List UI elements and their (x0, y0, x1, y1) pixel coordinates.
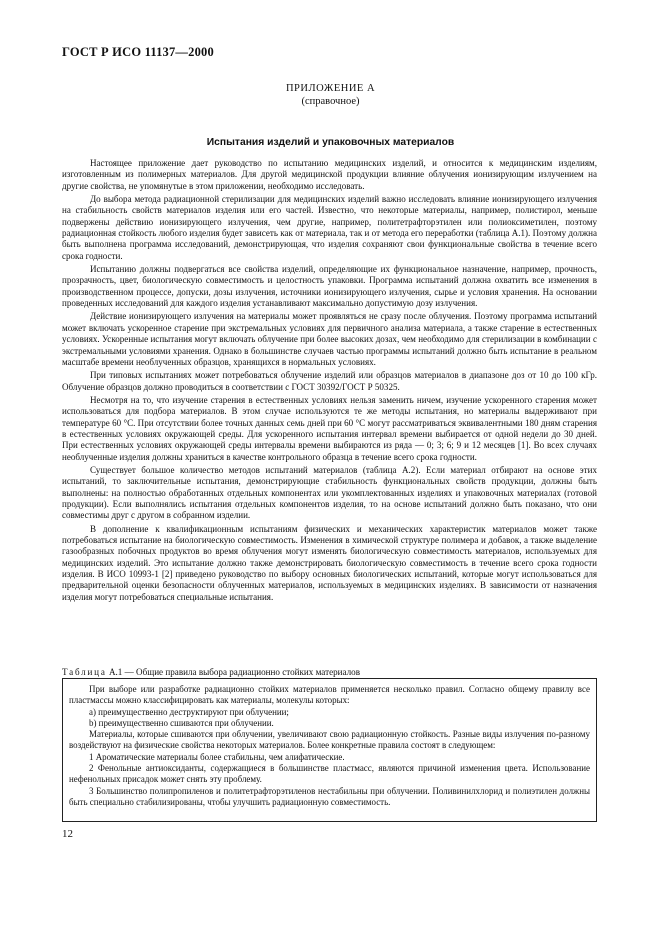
paragraph: Существует большое количество методов испытаний материалов (таблица А.2). Если материал отбирают на основе этих испытаний, то заключительные испытания, демонстрирующие стабильность функциональных свойств продукции, должны быть выполнены: на полностью обработанных отдельных компонентах или укомплектованных изделиях и упаковочных материалах (готовой продукции). Если выполнялись испытания отдельных компонентов изделия, то на основе испытаний должно быть показано, что они совместимы друг с другом в собранном изделии. (62, 464, 597, 521)
table-caption (62, 667, 360, 677)
table-caption-text: А.1 — Общие правила выбора радиационно стойких материалов (108, 667, 361, 677)
appendix-subtitle: (справочное) (301, 96, 360, 107)
table-row: а) преимущественно деструктируют при облучении; (89, 706, 289, 717)
paragraph: В дополнение к квалификационным испытаниям физических и механических характеристик материалов может также потребоваться испытание на биологическую совместимость. Изменения в химической структуре полимера и добавок, а также выделение газообразных побочных продуктов во время облучения могут изменять биологическую совместимость материалов, используемых для медицинских изделий. Это испытание должно также демонстрировать биологическую совместимость в течение всего срока годности изделия. В ИСО 10993-1 [2] приведено руководство по выбору основных биологических испытаний, которые могут использоваться для предварительной оценки безопасности облученных материалов, используемых в медицинских изделиях. В зависимости от назначения изделия могут потребоваться специальные испытания. (62, 523, 597, 602)
paragraph: Настоящее приложение дает руководство по испытанию медицинских изделий, и относится к медицинским изделиям, изготовленным из полимерных материалов. Для другой медицинской продукции влияние облучения ионизирующим излучением на другие свойства, не упомянутые в этом приложении, необходимо исследовать. (62, 158, 597, 191)
paragraph: При типовых испытаниях может потребоваться облучение изделий или образцов материалов в диапазоне доз от 10 до 100 кГр. Облучение образцов должно проводиться в соответствии с ГОСТ 30392/ГОСТ Р 50325. (62, 370, 597, 392)
table-row: 2 Фенольные антиоксиданты, содержащиеся в большинстве пластмасс, являются причиной изменения цвета. Использование нефенольных присадок может снять эту проблему. (69, 763, 590, 785)
table-a1 (62, 678, 597, 822)
document-code-header: ГОСТ Р ИСО 11137—2000 (62, 45, 214, 59)
table-caption-label: Таблица (62, 667, 107, 677)
table-row: Материалы, которые сшиваются при облучении, увеличивают свою радиационную стойкость. Разные виды излучения по-разному воздействуют на физические свойства некоторых материалов. Более конкретные правила состоят в следующем: (69, 729, 590, 751)
page-number: 12 (62, 828, 73, 840)
table-cell (63, 679, 596, 808)
paragraph: Несмотря на то, что изучение старения в естественных условиях нельзя заменить ничем, изучение ускоренного старения может использоваться для подбора материалов. В этом случае используются те же методы испытания, но материалы выдерживают при температуре 60 °С. При отсутствии более точных данных семь дней при 60 °С могут рассматриваться эквивалентными 180 дням старения в естественных условиях окружающей среды. Для ускоренного испытания интервал времени выбирается от одной недели до 30 дней. При естественных условиях окружающей среды интервалы времени выбираются из ряда — 0; 3; 6; 9 и 12 месяцев [1]. Во всех случаях необлученные изделия должны храниться в качестве контрольного образца в течение всего срока годности. (62, 394, 597, 462)
table-row: 3 Большинство полипропиленов и политетрафторэтиленов нестабильны при облучении. Поливинилхлорид и полиэтилен должны быть специально стабилизированы, чтобы улучшить радиационную совместимость. (69, 785, 590, 807)
table-row: b) преимущественно сшиваются при облучении. (89, 717, 274, 728)
paragraph: До выбора метода радиационной стерилизации для медицинских изделий важно исследовать влияние ионизирующего излучения на стабильность свойств материалов изделия или его частей. Известно, что некоторые материалы, например, полистирол, меньше подвержены действию ионизирующего излучения, чем другие, например, политетрафторэтилен или полиоксиметилен, поэтому радиационная стойкость любого изделия будет зависеть как от материала, так и от метода его переработки (таблица А.1). Поэтому должна быть выполнена программа исследований, демонстрирующая, что изделия сохраняют свои функциональные свойства в течение всего срока годности. (62, 194, 597, 261)
body-text (62, 158, 597, 605)
table-row: При выборе или разработке радиационно стойких материалов применяется несколько правил. Согласно общему правилу все пластмассы можно классифицировать как материалы, молекулы которых: (69, 684, 590, 706)
paragraph: Испытанию должны подвергаться все свойства изделий, определяющие их функциональное назначение, например, прочность, прозрачность, цвет, биологическую совместимость и целостность упаковки. Программа испытаний должна охватить все изменения в производственном процессе, допуски, дозы излучения, источники ионизирующего излучения, сырье и условия хранения. На основании проведенных исследований для каждого изделия устанавливают максимально допустимую дозу излучения. (62, 264, 597, 309)
section-title: Испытания изделий и упаковочных материалов (206, 137, 455, 148)
appendix-title: ПРИЛОЖЕНИЕ А (285, 83, 376, 94)
paragraph: Действие ионизирующего излучения на материалы может проявляться не сразу после облучения. Поэтому программа испытаний может включать ускоренное старение при экстремальных условиях для первичного анализа материала, а также старение в естественных условиях. Ускоренные испытания могут включать облучение при более высоких дозах, чем необходимо для стерилизации в комбинации с экстремальными условиями хранения. Однако в большинстве случаев частью программы испытаний должно быть испытание в реальном масштабе времени необлученных образцов, хранящихся в нормальных условиях. (62, 311, 597, 367)
table-row: 1 Ароматические материалы более стабильны, чем алифатические. (89, 751, 345, 762)
